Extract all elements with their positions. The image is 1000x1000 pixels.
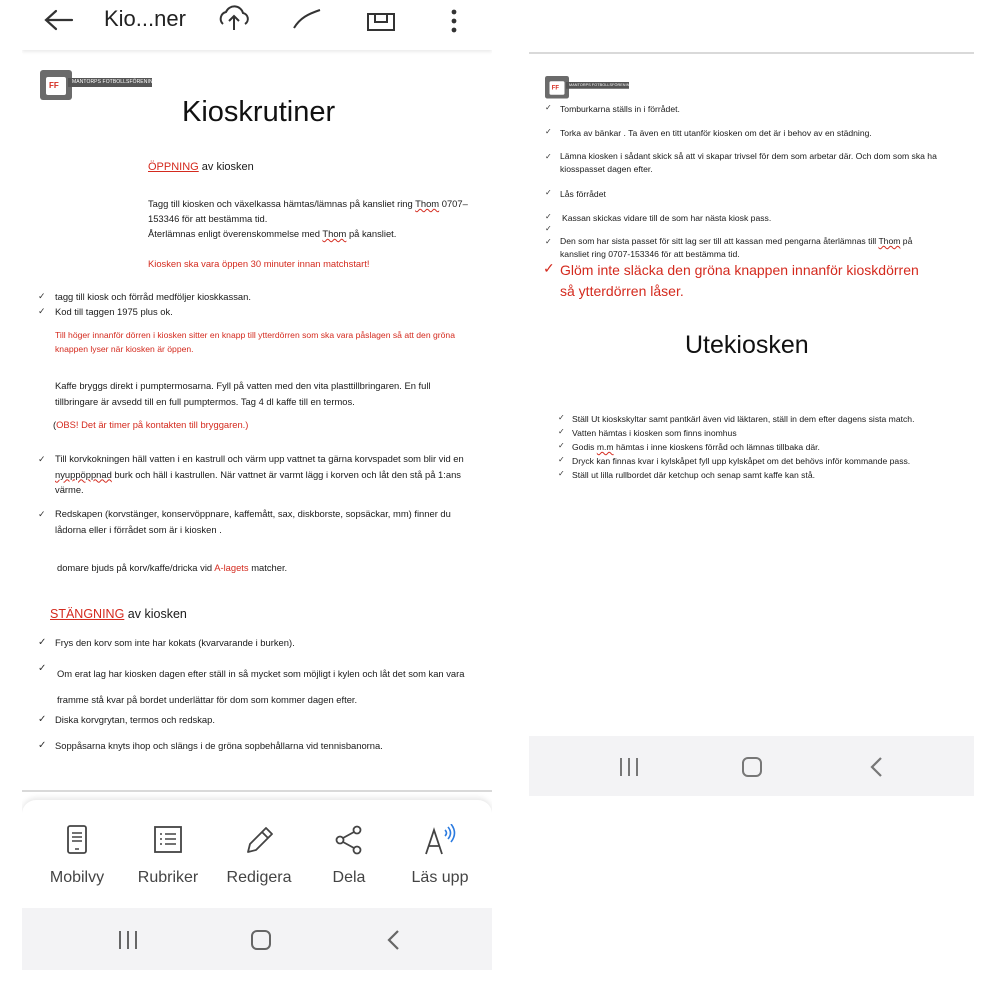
- check-item: Torka av bänkar . Ta även en titt utanför kiosken om det är i behov av en städning.: [560, 128, 872, 138]
- read-aloud-icon: [422, 824, 458, 856]
- check-item: Lämna kiosken i sådant skick så att vi skapar trivsel för dem som arbetar där. Och dom som ska ha kiosspasset dagen efter.: [560, 151, 937, 174]
- opening-time-notice: Kiosken ska vara öppen 30 minuter innan matchstart!: [148, 258, 370, 269]
- check-icon: ✓: [558, 455, 565, 464]
- check-icon: ✓: [38, 291, 46, 301]
- check-item: Vatten hämtas i kiosken som finns inomhus: [572, 428, 737, 438]
- check-icon: ✓: [558, 441, 565, 450]
- phone-view-icon: [65, 824, 89, 856]
- check-icon: ✓: [38, 663, 47, 674]
- upload-cloud-icon[interactable]: [217, 4, 251, 32]
- left-phone-screen: [22, 0, 492, 970]
- referee-note: domare bjuds på korv/kaffe/dricka vid A-lagets matcher.: [57, 562, 288, 573]
- draw-pen-icon[interactable]: [290, 4, 324, 32]
- home-icon[interactable]: [249, 928, 273, 952]
- check-item: Om erat lag har kiosken dagen efter ställ in så mycket som möjligt i kylen och låt det som kan vara framme stå kvar på bordet underlättar för dom som kommer dagen efter.: [57, 668, 465, 705]
- more-options-icon[interactable]: [448, 6, 460, 34]
- check-item: Tomburkarna ställs in i förrådet.: [560, 104, 680, 114]
- check-item: Godis m.m hämtas i inne kioskens förråd och lämnas tillbaka där.: [572, 442, 820, 452]
- check-item: Ställ ut lilla rullbordet där ketchup och senap samt kaffe kan stå.: [572, 470, 815, 480]
- layout-view-icon[interactable]: [365, 4, 399, 32]
- doc-heading: Kioskrutiner: [182, 96, 336, 128]
- coffee-paragraph: Kaffe bryggs direkt i pumptermosarna. Fyll på vatten med den vita plasttillbringaren. En full tillbringare är avsedd till en full pumptermos. Tag 4 dl kaffe till en termos.: [55, 380, 431, 407]
- sausage-paragraph: Till korvkokningen häll vatten i en kastrull och värm upp vattnet ta gärna korvspadet som blir vid en nyuppöppnad burk och häll i kastrullen. När vattnet är varmt lägg i korven och låt den stå på 1:ans värme.: [55, 453, 464, 495]
- check-icon: ✓: [38, 714, 47, 725]
- check-icon: ✓: [545, 224, 552, 233]
- check-icon: ✓: [545, 152, 552, 161]
- club-name: MANTORPS FOTBOLLSFÖRENING: [569, 82, 633, 88]
- key-pickup-paragraph: Tagg till kiosken och växelkassa hämtas/lämnas på kansliet ring Thom 0707– 153346 för att bestämma tid. Återlämnas enligt överenskommelse med Thom på kansliet.: [148, 198, 468, 239]
- edit-button[interactable]: Redigera: [214, 824, 304, 887]
- check-item: Kassan skickas vidare till de som har nästa kiosk pass.: [562, 213, 772, 223]
- read-aloud-button[interactable]: Läs upp: [395, 824, 485, 887]
- check-icon: ✓: [545, 127, 552, 136]
- check-icon: ✓: [38, 454, 46, 464]
- check-icon: ✓: [38, 306, 46, 316]
- headings-list-icon: [152, 824, 184, 856]
- green-button-reminder: Glöm inte släcka den gröna knappen innanför kioskdörren så ytterdörren låser.: [560, 262, 919, 299]
- check-item: Lås förrådet: [560, 189, 606, 199]
- check-icon: ✓: [545, 188, 552, 197]
- right-phone-screen: [529, 14, 974, 796]
- check-item: tagg till kiosk och förråd medföljer kioskkassan.: [55, 291, 251, 302]
- check-item: Den som har sista passet för sitt lag ser till att kassan med pengarna återlämnas till Thom på kansliet ring 0707-153346 för att bestämma tid.: [560, 236, 913, 259]
- check-icon: ✓: [558, 469, 565, 478]
- check-icon: ✓: [38, 740, 47, 751]
- closing-heading: STÄNGNING av kiosken: [50, 607, 187, 621]
- bottom-action-bar: [22, 800, 492, 908]
- club-crest: FF: [545, 76, 569, 99]
- check-icon: ✓: [38, 637, 47, 648]
- check-icon: ✓: [558, 427, 565, 436]
- page-divider: [22, 790, 492, 792]
- share-button[interactable]: Dela: [304, 824, 394, 887]
- opening-heading: ÖPPNING av kiosken: [148, 161, 254, 173]
- check-item: Dryck kan finnas kvar i kylskåpet fyll upp kylskåpet om det behövs inför kommande pass.: [572, 456, 911, 466]
- club-crest: FF: [40, 70, 72, 100]
- tools-paragraph: Redskapen (korvstänger, konservöppnare, kaffemått, sax, diskborste, sopsäckar, mm) finner du lådorna eller i förrådet som är i kiosken .: [55, 508, 451, 535]
- timer-note: (OBS! Det är timer på kontakten till bryggaren.): [53, 419, 249, 430]
- check-item: Soppåsarna knyts ihop och slängs i de gröna sopbehållarna vid tennisbanorna.: [55, 740, 383, 751]
- check-icon: ✓: [558, 413, 565, 422]
- page-divider: [529, 52, 974, 54]
- system-nav-bar: [22, 908, 492, 970]
- check-icon: ✓: [545, 103, 552, 112]
- outdoor-kiosk-heading: Utekiosken: [685, 331, 809, 359]
- check-item: Diska korvgrytan, termos och redskap.: [55, 714, 215, 725]
- nav-back-icon[interactable]: [384, 928, 404, 952]
- check-item: Frys den korv som inte har kokats (kvarvarande i burken).: [55, 637, 295, 648]
- check-icon: ✓: [543, 260, 555, 276]
- check-icon: ✓: [38, 509, 46, 519]
- nav-back-icon[interactable]: [867, 755, 887, 779]
- share-icon: [333, 824, 365, 856]
- system-nav-bar: [529, 736, 974, 796]
- app-toolbar: [22, 0, 492, 50]
- recent-apps-icon[interactable]: [617, 756, 641, 778]
- headings-button[interactable]: Rubriker: [123, 824, 213, 887]
- back-arrow-icon[interactable]: [42, 6, 76, 32]
- pencil-icon: [243, 824, 275, 856]
- recent-apps-icon[interactable]: [116, 929, 140, 951]
- home-icon[interactable]: [740, 755, 764, 779]
- door-button-note: Till höger innanför dörren i kiosken sitter en knapp till ytterdörren som ska vara påslagen så att den gröna knappen lyser när kiosken är öppen.: [55, 330, 455, 354]
- club-name: MANTORPS FOTBOLLSFÖRENING: [72, 79, 157, 85]
- document-title: Kio...ner: [104, 6, 186, 31]
- check-icon: ✓: [545, 212, 552, 221]
- check-item: Ställ Ut kioskskyltar samt pantkärl även vid läktaren, ställ in dem efter dagens sista match.: [572, 414, 915, 424]
- check-icon: ✓: [545, 237, 552, 246]
- check-item: Kod till taggen 1975 plus ok.: [55, 306, 173, 317]
- mobile-view-button[interactable]: Mobilvy: [32, 824, 122, 887]
